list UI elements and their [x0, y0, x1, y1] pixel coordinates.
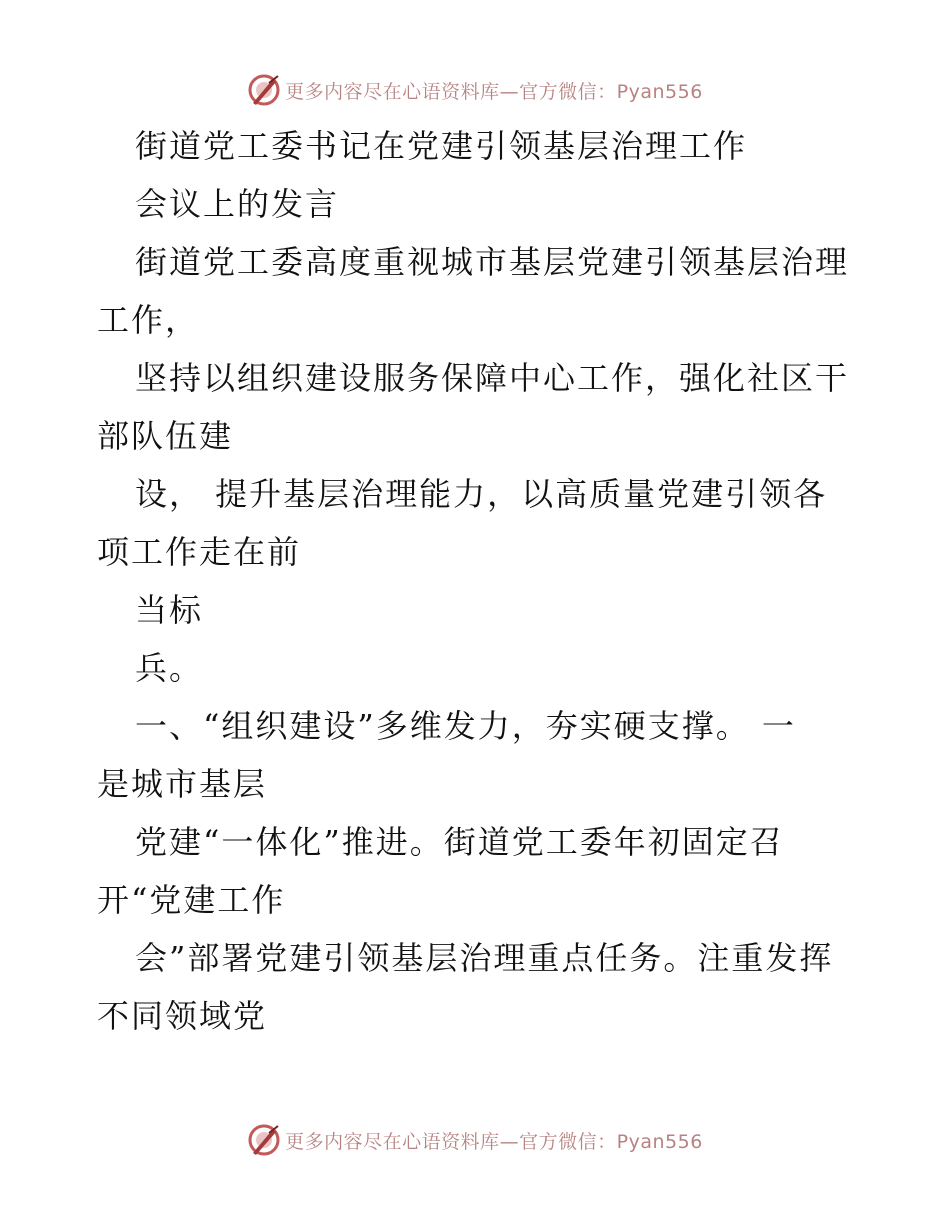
paragraph-line: 部队伍建 [97, 417, 234, 455]
paragraph-line: 工作， [97, 301, 200, 339]
doc-title-line-2: 会议上的发言 [135, 185, 340, 223]
paragraph-line: 坚持以组织建设服务保障中心工作，强化社区干 [135, 359, 850, 397]
header-banner-text: 更多内容尽在心语资料库—官方微信：Pyan556 [285, 80, 703, 103]
paragraph-line: 当标 [135, 591, 204, 629]
paragraph-line: 开“党建工作 [97, 881, 286, 919]
paragraph-line: 街道党工委高度重视城市基层党建引领基层治理 [135, 243, 850, 281]
header-banner [0, 70, 950, 110]
seal-quill-icon [247, 73, 281, 107]
footer-banner-text: 更多内容尽在心语资料库—官方微信：Pyan556 [285, 1130, 703, 1153]
paragraph-line: 项工作走在前 [97, 533, 302, 571]
doc-title-line-1: 街道党工委书记在党建引领基层治理工作 [135, 127, 748, 165]
seal-quill-icon [247, 1123, 281, 1157]
paragraph-line: 设， 提升基层治理能力，以高质量党建引领各 [135, 475, 828, 513]
paragraph-line: 是城市基层 [97, 765, 268, 803]
paragraph-line: 党建“一体化”推进。街道党工委年初固定召 [135, 823, 784, 861]
section-heading-line: 一、“组织建设”多维发力，夯实硬支撑。 一 [135, 707, 796, 745]
paragraph-line: 不同领域党 [97, 997, 268, 1035]
paragraph-line: 会”部署党建引领基层治理重点任务。注重发挥 [135, 939, 834, 977]
footer-banner [0, 1120, 950, 1160]
paragraph-line: 兵。 [135, 649, 204, 687]
